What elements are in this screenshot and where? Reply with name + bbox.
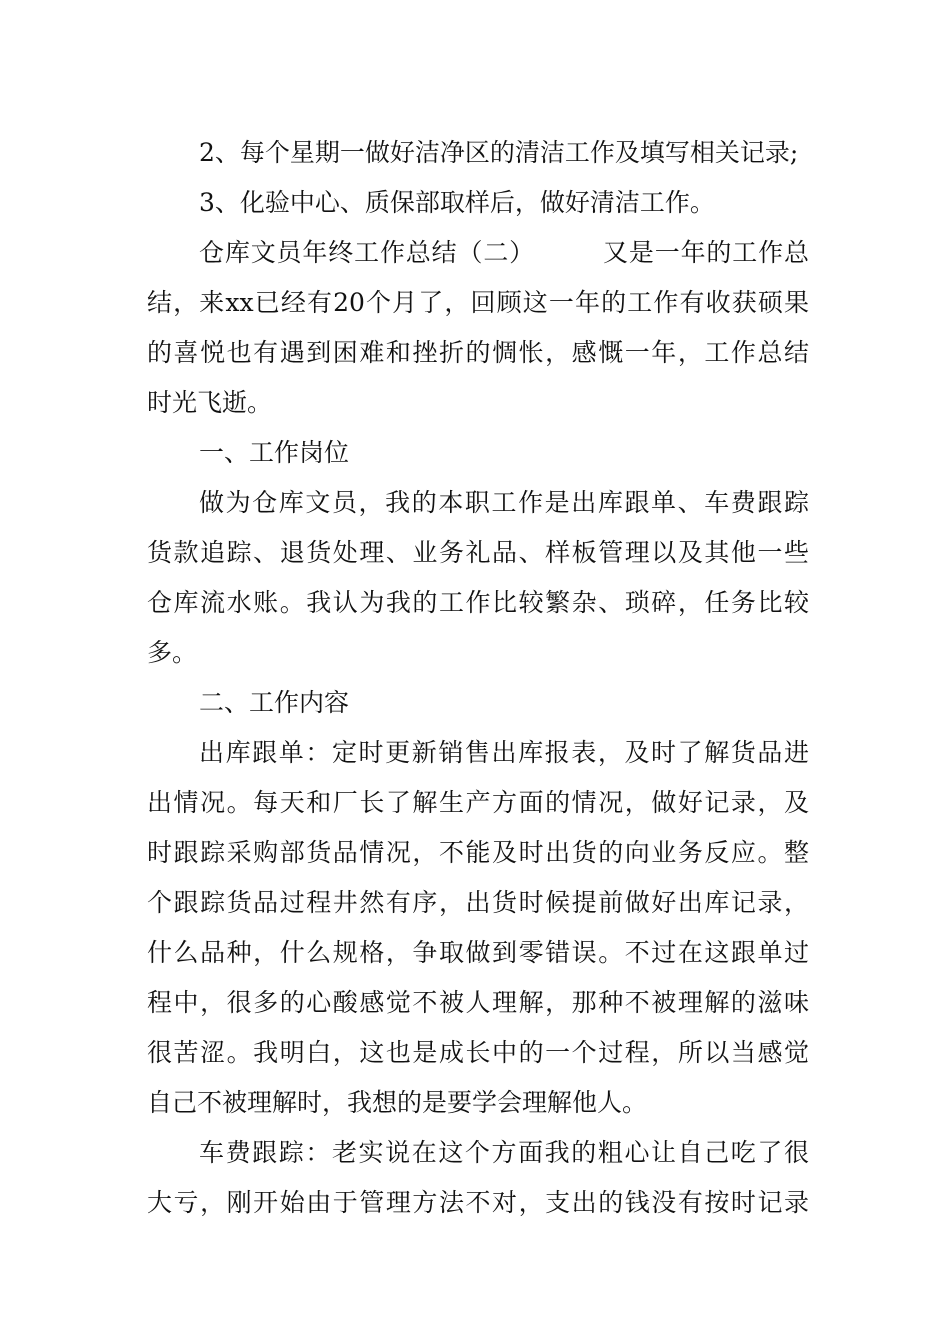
section-title-line bbox=[147, 228, 809, 278]
paragraph-start: 又是一年的工作总 bbox=[603, 238, 809, 267]
section-title: 仓库文员年终工作总结（二） bbox=[199, 238, 536, 267]
paragraph-line: 3、化验中心、质保部取样后，做好清洁工作。 bbox=[199, 188, 715, 217]
paragraph-line: 多。 bbox=[147, 638, 198, 667]
paragraph-line: 很苦涩。我明白，这也是成长中的一个过程，所以当感觉 bbox=[147, 1038, 809, 1067]
paragraph-line: 程中，很多的心酸感觉不被人理解，那种不被理解的滋味 bbox=[147, 988, 809, 1017]
section-heading: 一、工作岗位 bbox=[199, 438, 350, 467]
paragraph-line: 个跟踪货品过程井然有序，出货时候提前做好出库记录， bbox=[147, 888, 809, 917]
paragraph-line: 大亏，刚开始由于管理方法不对，支出的钱没有按时记录 bbox=[147, 1188, 809, 1217]
document-body bbox=[147, 128, 809, 1228]
paragraph-line: 什么品种，什么规格，争取做到零错误。不过在这跟单过 bbox=[147, 938, 809, 967]
paragraph-line: 时跟踪采购部货品情况，不能及时出货的向业务反应。整 bbox=[147, 838, 809, 867]
paragraph-line: 的喜悦也有遇到困难和挫折的惆怅，感慨一年，工作总结 bbox=[147, 338, 809, 367]
paragraph-line: 车费跟踪：老实说在这个方面我的粗心让自己吃了很 bbox=[199, 1138, 809, 1167]
section-heading: 二、工作内容 bbox=[199, 688, 350, 717]
paragraph-line: 出库跟单：定时更新销售出库报表，及时了解货品进 bbox=[199, 738, 809, 767]
paragraph-line: 出情况。每天和厂长了解生产方面的情况，做好记录，及 bbox=[147, 788, 809, 817]
paragraph-line: 时光飞逝。 bbox=[147, 388, 273, 417]
paragraph-line: 2、每个星期一做好洁净区的清洁工作及填写相关记录; bbox=[199, 138, 799, 167]
paragraph-line: 货款追踪、退货处理、业务礼品、样板管理以及其他一些 bbox=[147, 538, 809, 567]
paragraph-line: 仓库流水账。我认为我的工作比较繁杂、琐碎，任务比较 bbox=[147, 588, 809, 617]
paragraph-line: 自己不被理解时，我想的是要学会理解他人。 bbox=[147, 1088, 648, 1117]
paragraph-line: 做为仓库文员，我的本职工作是出库跟单、车费跟踪 bbox=[199, 488, 809, 517]
paragraph-line: 结，来xx已经有20个月了，回顾这一年的工作有收获硕果 bbox=[147, 288, 809, 317]
